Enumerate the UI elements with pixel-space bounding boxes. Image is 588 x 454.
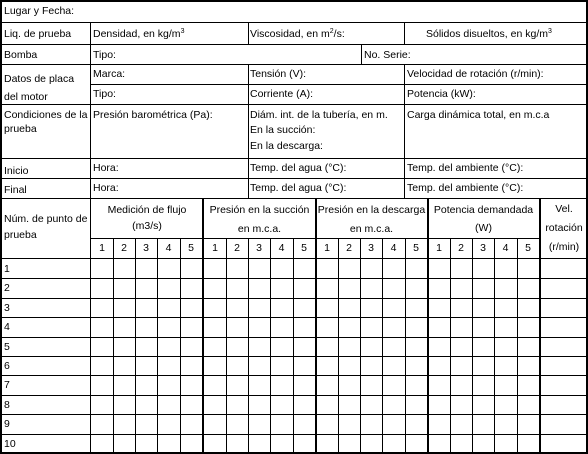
presion-descarga-unit: en m.c.a. <box>349 223 394 235</box>
grid-line-v <box>90 22 91 198</box>
presion-succion-header: Presión en la succión <box>209 204 310 216</box>
grid-line-v <box>494 238 495 454</box>
motor-tipo-label: Tipo: <box>93 88 116 100</box>
subcol-label-g3-3: 3 <box>368 242 374 254</box>
grid-line-v <box>248 64 249 198</box>
subcol-label-g4-1: 1 <box>436 242 442 254</box>
row-number-8: 8 <box>4 399 10 411</box>
grid-line-h <box>0 44 588 45</box>
grid-line-v <box>270 238 271 454</box>
subcol-label-g3-2: 2 <box>346 242 352 254</box>
row-number-3: 3 <box>4 302 10 314</box>
diametro-descarga-label: En la descarga: <box>250 140 323 152</box>
grid-line-h <box>91 84 588 85</box>
medicion-flujo-header: Medición de flujo <box>107 204 187 216</box>
row-number-1: 1 <box>4 263 10 275</box>
subcol-label-g3-4: 4 <box>390 242 397 254</box>
subcol-label-g2-2: 2 <box>234 242 240 254</box>
final-label: Final <box>4 184 27 196</box>
grid-line-v <box>315 198 317 454</box>
subcol-label-g4-3: 3 <box>480 242 486 254</box>
final-temp-agua-label: Temp. del agua (°C): <box>250 182 347 194</box>
grid-line-v <box>382 238 383 454</box>
grid-line-v <box>404 22 405 44</box>
final-hora-label: Hora: <box>93 182 119 194</box>
presion-descarga-header: Presión en la descarga <box>317 204 426 216</box>
subcol-label-g4-5: 5 <box>525 242 531 254</box>
subcol-label-g2-3: 3 <box>256 242 262 254</box>
grid-line-v <box>293 238 294 454</box>
subcol-label-g4-2: 2 <box>458 242 464 254</box>
subcol-label-g3-1: 1 <box>324 242 330 254</box>
datos-placa-label-1: Datos de placa <box>4 73 75 85</box>
subcol-label-g1-4: 4 <box>165 242 172 254</box>
grid-line-v <box>338 238 339 454</box>
densidad-label: Densidad, en $kg/m^3$ <box>93 28 185 40</box>
vel-label-2: rotación <box>545 222 583 234</box>
grid-line-h <box>0 0 588 2</box>
subcol-label-g1-5: 5 <box>188 242 194 254</box>
grid-line-v <box>361 44 362 64</box>
grid-line-h <box>0 317 588 318</box>
grid-line-v <box>157 238 158 454</box>
vel-label-3: (r/min) <box>548 241 580 253</box>
grid-line-h <box>91 238 539 239</box>
row-number-4: 4 <box>4 321 10 333</box>
viscosidad-label: Viscosidad, en $m^2/s$: <box>250 28 345 40</box>
grid-line-v <box>226 238 227 454</box>
row-number-9: 9 <box>4 418 10 430</box>
grid-line-v <box>539 198 540 454</box>
grid-line-h <box>0 64 588 65</box>
grid-line-h <box>0 337 588 338</box>
grid-line-v <box>360 238 361 454</box>
tension-label: Tensión (V): <box>250 68 307 80</box>
row-number-5: 5 <box>4 341 10 353</box>
grid-line-h <box>0 178 588 179</box>
grid-line-h <box>0 158 588 159</box>
grid-line-v <box>113 238 114 454</box>
grid-line-h <box>0 198 588 199</box>
subcol-label-g2-1: 1 <box>212 242 218 254</box>
medicion-flujo-unit: (m3/s) <box>132 220 162 232</box>
row-number-10: 10 <box>4 438 16 450</box>
grid-line-v <box>472 238 473 454</box>
subcol-label-g2-4: 4 <box>278 242 285 254</box>
grid-line-v <box>180 238 181 454</box>
condiciones-label-2: prueba <box>4 123 37 135</box>
grid-line-h <box>0 298 588 299</box>
subcol-label-g2-5: 5 <box>301 242 307 254</box>
grid-line-v <box>90 198 91 454</box>
row-number-6: 6 <box>4 360 10 372</box>
final-temp-ambiente-label: Temp. del ambiente (°C): <box>407 182 524 194</box>
grid-line-h <box>0 414 588 415</box>
inicio-temp-agua-label: Temp. del agua (°C): <box>250 162 347 174</box>
subcol-label-g1-1: 1 <box>99 242 105 254</box>
grid-line-v <box>450 238 451 454</box>
corriente-label: Corriente (A): <box>250 88 314 100</box>
subcol-label-g1-3: 3 <box>143 242 149 254</box>
inicio-label: Inicio <box>4 165 29 177</box>
grid-line-v <box>404 64 405 198</box>
velocidad-rotacion-label: Velocidad de rotación (r/min): <box>407 68 544 80</box>
potencia-demandada-unit: (W) <box>475 222 492 234</box>
grid-line-v <box>248 22 249 44</box>
inicio-hora-label: Hora: <box>93 162 119 174</box>
bomba-label: Bomba <box>4 49 38 61</box>
grid-line-v <box>0 0 2 454</box>
marca-label: Marca: <box>93 68 126 80</box>
liq-prueba-label: Liq. de prueba <box>4 28 72 40</box>
carga-dinamica-label: Carga dinámica total, en m.c.a <box>407 109 550 121</box>
subcol-label-g3-5: 5 <box>413 242 419 254</box>
solidos-label: Sólidos disueltos, en $kg/m^3$ <box>426 28 552 40</box>
grid-line-h <box>0 104 588 105</box>
num-punto-label-1: Núm. de punto de <box>4 213 88 225</box>
diametro-label: Diám. int. de la tubería, en m. <box>250 109 388 121</box>
grid-line-h <box>0 434 588 435</box>
row-number-7: 7 <box>4 379 10 391</box>
bomba-tipo-label: Tipo: <box>93 49 116 61</box>
no-serie-label: No. Serie: <box>364 49 411 61</box>
grid-line-h <box>0 22 588 23</box>
grid-line-v <box>248 238 249 454</box>
inicio-temp-ambiente-label: Temp. del ambiente (°C): <box>407 162 524 174</box>
subcol-label-g4-4: 4 <box>502 242 509 254</box>
grid-line-h <box>0 278 588 279</box>
potencia-label: Potencia (kW): <box>407 88 476 100</box>
grid-line-v <box>405 238 406 454</box>
grid-line-h <box>0 395 588 396</box>
grid-line-h <box>0 375 588 376</box>
diametro-succion-label: En la succión: <box>250 124 316 136</box>
grid-line-v <box>427 198 429 454</box>
grid-line-v <box>202 198 204 454</box>
num-punto-label-2: prueba <box>4 229 37 241</box>
grid-line-v <box>135 238 136 454</box>
datos-placa-label-2: del motor <box>4 91 48 103</box>
condiciones-label-1: Condiciones de la <box>4 109 88 121</box>
grid-line-h <box>0 356 588 357</box>
grid-line-h <box>0 258 588 259</box>
potencia-demandada-header: Potencia demandada <box>433 204 534 216</box>
vel-label-1: Vel. <box>555 203 573 215</box>
row-number-2: 2 <box>4 282 10 294</box>
subcol-label-g1-2: 2 <box>121 242 127 254</box>
presion-barometrica-label: Presión barométrica (Pa): <box>93 109 213 121</box>
lugar-fecha-label: Lugar y Fecha: <box>4 5 75 17</box>
presion-succion-unit: en m.c.a. <box>237 223 282 235</box>
grid-line-v <box>517 238 518 454</box>
